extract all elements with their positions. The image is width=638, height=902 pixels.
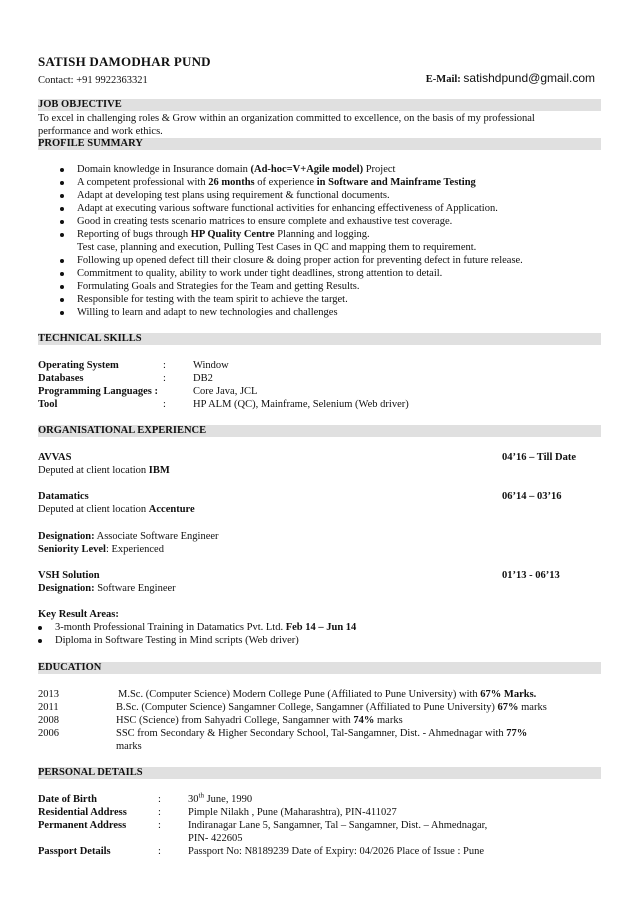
education-detail: B.Sc. (Computer Science) Sangamner College, Sangamner (Affiliated to Pune University) 67% marks <box>116 702 547 713</box>
exp-vsh-dates: 01’13 - 06’13 <box>502 570 560 581</box>
bullet-icon <box>60 259 64 263</box>
exp-avvas-dates: 04’16 – Till Date <box>502 452 576 463</box>
res-address-value: Pimple Nilakh , Pune (Maharashtra), PIN-411027 <box>188 807 397 818</box>
bullet-icon <box>60 285 64 289</box>
education-year: 2006 <box>38 728 59 739</box>
perm-address-label: Permanent Address <box>38 820 127 831</box>
dob-value: 30th June, 1990 <box>188 791 253 805</box>
exp-vsh-designation: Designation: Software Engineer <box>38 583 176 594</box>
objective-line-2: performance and work ethics. <box>38 126 163 137</box>
passport-label: Passport Details <box>38 846 111 857</box>
bullet-icon <box>60 181 64 185</box>
dob-sep: : <box>158 794 161 805</box>
summary-item: Responsible for testing with the team spirit to achieve the target. <box>60 293 523 306</box>
section-title: TECHNICAL SKILLS <box>38 333 142 344</box>
section-title: ORGANISATIONAL EXPERIENCE <box>38 425 207 436</box>
exp-avvas-client: IBM <box>148 465 170 476</box>
section-education <box>38 662 601 674</box>
section-job-objective <box>38 99 601 111</box>
summary-item: Willing to learn and adapt to new technologies and challenges <box>60 306 523 319</box>
summary-item: Reporting of bugs through HP Quality Centre Planning and logging. <box>60 228 523 241</box>
res-address-label: Residential Address <box>38 807 127 818</box>
profile-summary-list <box>60 163 523 319</box>
bullet-icon <box>38 626 42 630</box>
bullet-icon <box>60 233 64 237</box>
summary-item: Adapt at developing test plans using requirement & functional documents. <box>60 189 523 202</box>
section-personal-details <box>38 767 601 779</box>
skill-value: DB2 <box>193 373 213 384</box>
bullet-icon <box>60 194 64 198</box>
section-profile-summary <box>38 138 601 150</box>
exp-avvas-company: AVVAS <box>38 452 72 463</box>
list-item: Diploma in Software Testing in Mind scripts (Web driver) <box>38 634 356 647</box>
summary-item: Adapt at executing various software functional activities for enhancing effectiveness of Application. <box>60 202 523 215</box>
bullet-icon <box>60 272 64 276</box>
exp-datamatics-dates: 06’14 – 03’16 <box>502 491 562 502</box>
exp-seniority: Seniority Level: Experienced <box>38 544 164 555</box>
education-year: 2008 <box>38 715 59 726</box>
summary-item: Following up opened defect till their closure & doing proper action for preventing defect in future release. <box>60 254 523 267</box>
education-year: 2013 <box>38 689 59 700</box>
exp-datamatics-company: Datamatics <box>38 491 89 502</box>
dob-label: Date of Birth <box>38 794 97 805</box>
education-year: 2011 <box>38 702 59 713</box>
summary-item: Test case, planning and execution, Pulling Test Cases in QC and mapping them to requirement. <box>77 242 477 253</box>
passport-sep: : <box>158 846 161 857</box>
bullet-icon <box>60 168 64 172</box>
res-sep: : <box>158 807 161 818</box>
skill-sep: : <box>163 373 166 384</box>
bullet-icon <box>60 298 64 302</box>
objective-line-1: To excel in challenging roles & Grow within an organization committed to excellence, on the basis of my professional <box>38 113 535 124</box>
summary-item: A competent professional with 26 months of experience in Software and Mainframe Testing <box>60 176 523 189</box>
skill-sep: : <box>163 360 166 371</box>
summary-item: Domain knowledge in Insurance domain (Ad-hoc=V+Agile model) Project <box>60 163 523 176</box>
email-label: E-Mail: <box>425 74 461 85</box>
section-technical-skills <box>38 333 601 345</box>
email-value: satishdpund@gmail.com <box>463 71 595 85</box>
section-experience <box>38 425 601 437</box>
contact-phone: Contact: +91 9922363321 <box>38 75 148 86</box>
education-detail: HSC (Science) from Sahyadri College, Sangamner with 74% marks <box>116 715 403 726</box>
skill-label: Tool <box>38 399 58 410</box>
skill-label: Operating System <box>38 360 119 371</box>
skill-sep: : <box>163 399 166 410</box>
summary-item: Good in creating tests scenario matrices to ensure complete and exhaustive test coverage. <box>60 215 523 228</box>
exp-designation: Designation: Associate Software Engineer <box>38 531 219 542</box>
bullet-icon <box>60 220 64 224</box>
passport-value: Passport No: N8189239 Date of Expiry: 04/2026 Place of Issue : Pune <box>188 846 485 857</box>
education-detail-cont: marks <box>116 741 142 752</box>
education-detail: SSC from Secondary & Higher Secondary School, Tal-Sangamner, Dist. - Ahmednagar with 77% <box>116 728 528 739</box>
perm-address-line-2: PIN- 422605 <box>188 833 243 844</box>
candidate-name: SATISH DAMODHAR PUND <box>38 54 211 69</box>
section-title: EDUCATION <box>38 662 102 673</box>
education-detail: M.Sc. (Computer Science) Modern College Pune (Affiliated to Pune University) with 67% Marks. <box>118 689 537 700</box>
perm-address-line-1: Indiranagar Lane 5, Sangamner, Tal – Sangamner, Dist. – Ahmednagar, <box>188 820 488 831</box>
exp-vsh-company: VSH Solution <box>38 570 100 581</box>
kra-title: Key Result Areas: <box>38 609 119 620</box>
exp-datamatics-client: Accenture <box>148 504 195 515</box>
section-title: PROFILE SUMMARY <box>38 138 143 149</box>
summary-item: Formulating Goals and Strategies for the Team and getting Results. <box>60 280 523 293</box>
skill-value: Core Java, JCL <box>193 386 258 397</box>
skill-value: HP ALM (QC), Mainframe, Selenium (Web driver) <box>193 399 409 410</box>
perm-sep: : <box>158 820 161 831</box>
bullet-icon <box>60 311 64 315</box>
bullet-icon <box>60 207 64 211</box>
skill-label: Programming Languages : <box>38 386 158 397</box>
contact-email <box>426 72 595 86</box>
section-title: JOB OBJECTIVE <box>38 99 122 110</box>
skill-value: Window <box>193 360 229 371</box>
bullet-icon <box>38 639 42 643</box>
exp-datamatics-deputed: Deputed at client location Accenture <box>38 504 195 515</box>
kra-list <box>38 621 356 647</box>
summary-item: Commitment to quality, ability to work under tight deadlines, strong attention to detail. <box>60 267 523 280</box>
skill-label: Databases <box>38 373 84 384</box>
section-title: PERSONAL DETAILS <box>38 767 143 778</box>
exp-avvas-deputed: Deputed at client location IBM <box>38 465 170 476</box>
list-item: 3-month Professional Training in Datamatics Pvt. Ltd. Feb 14 – Jun 14 <box>38 621 356 634</box>
